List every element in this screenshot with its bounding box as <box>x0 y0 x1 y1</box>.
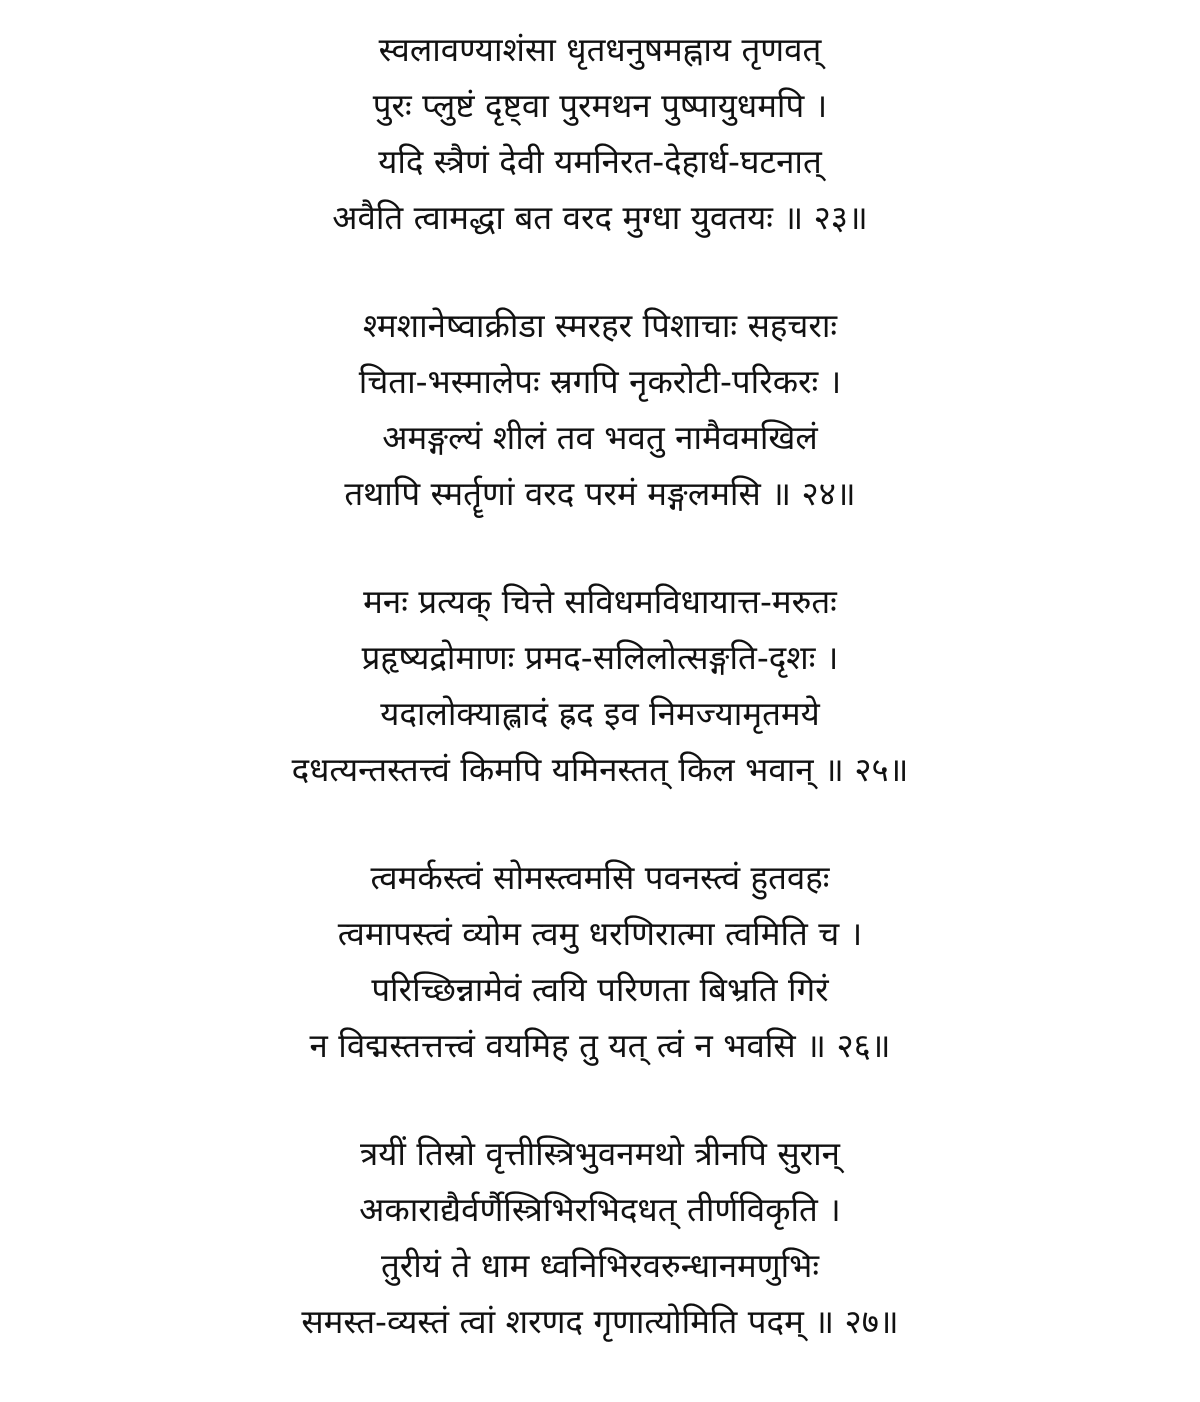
verse-23 <box>0 22 1200 246</box>
verse-line: पुरः प्लुष्टं दृष्ट्वा पुरमथन पुष्पायुधमपि । <box>372 86 828 125</box>
verse-24 <box>0 298 1200 522</box>
verse-line: दधत्यन्तस्तत्त्वं किमपि यमिनस्तत् किल भवान् ॥ २५॥ <box>291 750 909 789</box>
verse-27 <box>0 1126 1200 1350</box>
verse-line: अमङ्गल्यं शीलं तव भवतु नामैवमखिलं <box>382 418 818 457</box>
verse-line: समस्त-व्यस्तं त्वां शरणद गृणात्योमिति पदम् ॥ २७॥ <box>301 1302 899 1341</box>
verse-line: परिच्छिन्नामेवं त्वयि परिणता बिभ्रति गिरं <box>371 970 829 1009</box>
verse-line: स्वलावण्याशंसा धृतधनुषमह्नाय तृणवत् <box>378 30 822 69</box>
verse-line: अवैति त्वामद्धा बत वरद मुग्धा युवतयः ॥ २३॥ <box>332 198 868 237</box>
verse-line: त्वमर्कस्त्वं सोमस्त्वमसि पवनस्त्वं हुतवहः <box>370 858 830 897</box>
verse-line: मनः प्रत्यक् चित्ते सविधमविधायात्त-मरुतः <box>363 582 837 621</box>
verse-line: न विद्मस्तत्तत्त्वं वयमिह तु यत् त्वं न भवसि ॥ २६॥ <box>309 1026 891 1065</box>
verse-line: अकाराद्यैर्वर्णैस्त्रिभिरभिदधत् तीर्णविकृति । <box>359 1190 841 1229</box>
verse-line: तुरीयं ते धाम ध्वनिभिरवरुन्धानमणुभिः <box>380 1246 820 1285</box>
verse-25 <box>0 574 1200 798</box>
verse-list <box>0 22 1200 1402</box>
verse-line: चिता-भस्मालेपः स्रगपि नृकरोटी-परिकरः । <box>358 362 842 401</box>
verse-line: तथापि स्मर्तॄणां वरद परमं मङ्गलमसि ॥ २४॥ <box>344 474 856 513</box>
verse-line: त्वमापस्त्वं व्योम त्वमु धरणिरात्मा त्वमिति च । <box>337 914 863 953</box>
verse-line: श्मशानेष्वाक्रीडा स्मरहर पिशाचाः सहचराः <box>362 306 838 345</box>
verse-line: प्रहृष्यद्रोमाणः प्रमद-सलिलोत्सङ्गति-दृशः । <box>361 638 839 677</box>
verse-line: यदालोक्याह्लादं ह्रद इव निमज्यामृतमये <box>380 694 820 733</box>
verse-26 <box>0 850 1200 1074</box>
verse-line: त्रयीं तिस्रो वृत्तीस्त्रिभुवनमथो त्रीनपि सुरान् <box>360 1134 840 1173</box>
verse-line: यदि स्त्रैणं देवी यमनिरत-देहार्ध-घटनात् <box>378 142 822 181</box>
